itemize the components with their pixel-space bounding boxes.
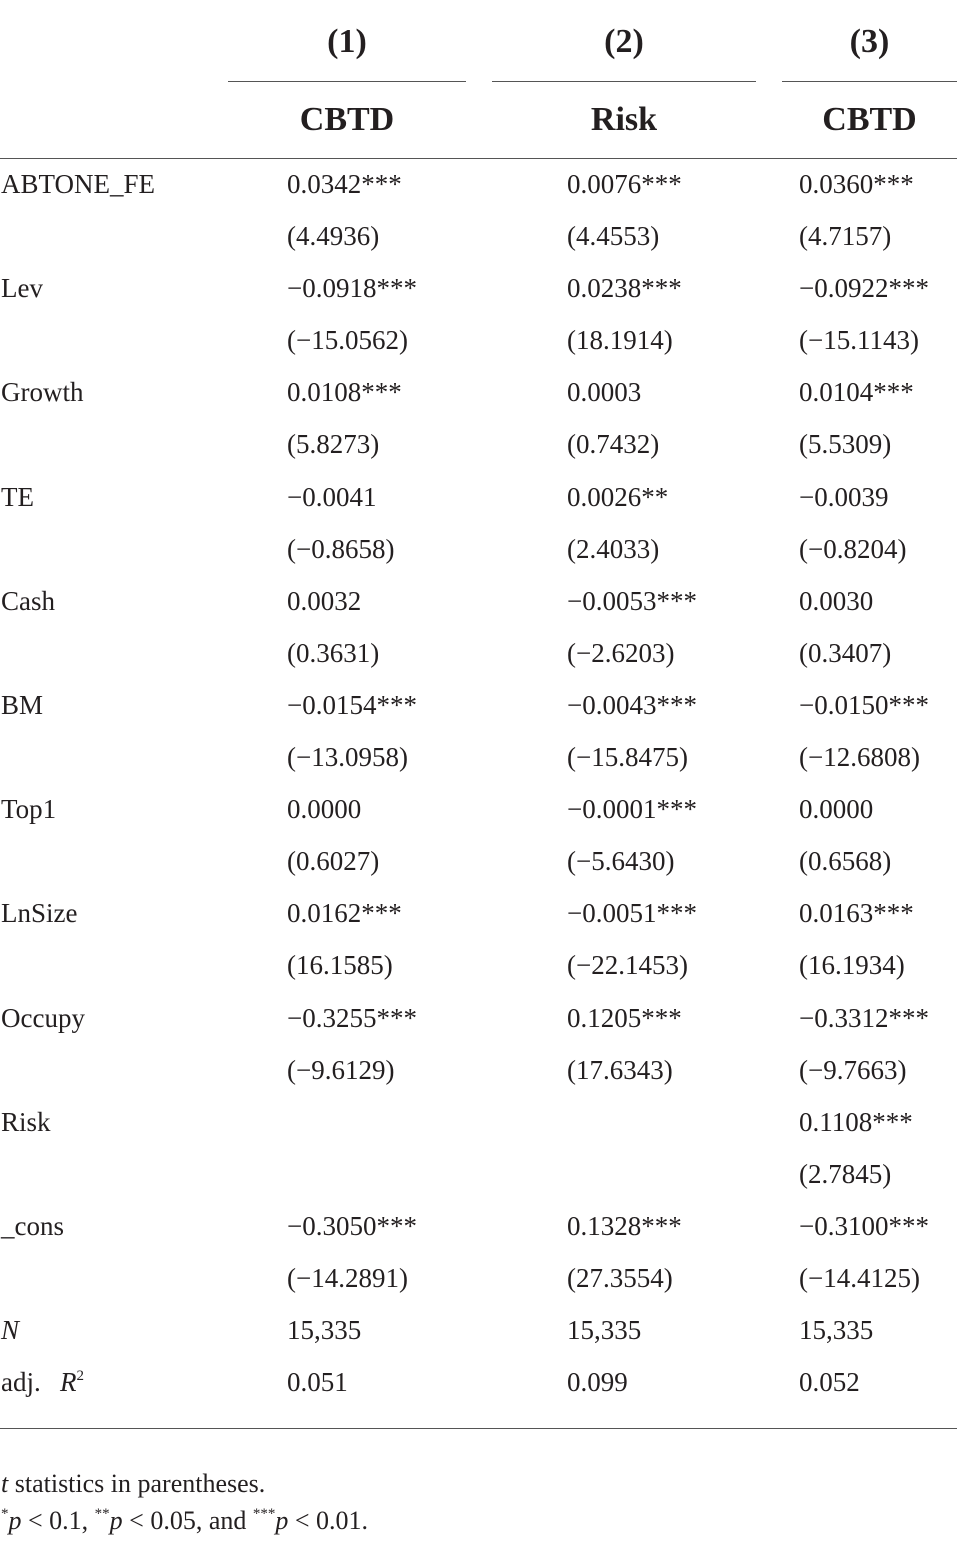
table-row	[0, 1304, 957, 1356]
table-note-t-statistics	[1, 1466, 265, 1502]
column-1-rule	[228, 81, 466, 82]
table-row	[0, 679, 957, 731]
cell-col-2: 0.0238***	[567, 273, 682, 304]
cell-col-3: 0.0360***	[799, 169, 914, 199]
cell-col-1: −0.0154***	[287, 689, 417, 720]
cell-col-3: 0.0000	[799, 794, 874, 825]
cell-col-1: (16.1585)	[287, 950, 393, 981]
table-note-significance	[1, 1503, 368, 1539]
cell-col-2: (4.4553)	[567, 221, 660, 252]
cell-col-1: (−15.0562)	[287, 325, 408, 356]
cell-col-1: 15,335	[287, 1315, 362, 1346]
table-row-tstat	[0, 314, 957, 366]
table-row	[0, 1356, 957, 1408]
table-row	[0, 366, 957, 418]
cell-col-2: (18.1914)	[567, 325, 673, 356]
column-2-rule	[492, 81, 756, 82]
cell-col-3: (−9.7663)	[799, 1054, 907, 1085]
table-row	[0, 575, 957, 627]
note-t-symbol: t	[1, 1469, 9, 1498]
note-p-symbol: p	[275, 1506, 289, 1535]
table-row	[0, 471, 957, 523]
column-variable-3: CBTD	[822, 101, 917, 138]
cell-col-3: −0.0922***	[799, 273, 929, 304]
column-variable-1: CBTD	[299, 101, 395, 138]
cell-col-1: −0.3050***	[287, 1210, 417, 1241]
cell-col-2: (−5.6430)	[567, 846, 675, 877]
cell-col-1: 0.0162***	[287, 898, 402, 929]
row-label: N	[1, 1315, 20, 1346]
note-p-symbol: p	[109, 1506, 123, 1535]
cell-col-1: 0.0000	[287, 794, 362, 825]
cell-col-2: −0.0051***	[567, 898, 697, 929]
row-label: Top1	[1, 794, 57, 825]
row-label: Growth	[1, 377, 84, 408]
note-star: *	[1, 1506, 9, 1522]
column-number-1: (1)	[327, 23, 367, 60]
cell-col-3: 0.1108***	[799, 1106, 913, 1137]
table-row	[0, 783, 957, 835]
note-text: < 0.01.	[288, 1506, 369, 1535]
cell-col-3: −0.0039	[799, 481, 889, 512]
cell-col-3: (2.7845)	[799, 1158, 892, 1189]
row-label: ABTONE_FE	[1, 169, 156, 199]
cell-col-3: (−14.4125)	[799, 1262, 920, 1293]
note-t-text: statistics in parentheses.	[8, 1469, 266, 1498]
cell-col-2: (27.3554)	[567, 1262, 673, 1293]
cell-col-2: 0.0003	[567, 377, 642, 408]
cell-col-1: −0.3255***	[287, 1002, 417, 1033]
cell-col-3: (0.3407)	[799, 637, 892, 668]
cell-col-3: 0.0163***	[799, 898, 914, 929]
row-label: adj.	[1, 1367, 41, 1398]
cell-col-1: (0.6027)	[287, 846, 380, 877]
column-number-3: (3)	[849, 23, 890, 60]
row-label: BM	[1, 689, 44, 720]
cell-col-2: −0.0001***	[567, 794, 697, 825]
cell-col-1: (−14.2891)	[287, 1262, 408, 1293]
note-star: ***	[252, 1506, 276, 1522]
table-row-tstat	[0, 210, 957, 262]
cell-col-3: −0.3312***	[799, 1002, 929, 1033]
cell-col-2: 0.0076***	[567, 169, 682, 199]
cell-col-3: (16.1934)	[799, 950, 905, 981]
row-label: TE	[1, 481, 34, 512]
cell-col-2: −0.0043***	[567, 689, 697, 720]
cell-col-3: 0.052	[799, 1367, 860, 1398]
cell-col-1: (−13.0958)	[287, 742, 408, 773]
cell-col-3: (0.6568)	[799, 846, 892, 877]
note-text: < 0.05, and	[122, 1506, 253, 1535]
r-squared-symbol: R	[60, 1367, 77, 1398]
cell-col-1: 0.0108***	[287, 377, 402, 408]
cell-col-1: (0.3631)	[287, 637, 380, 668]
table-row-tstat	[0, 1148, 957, 1200]
cell-col-2: 15,335	[567, 1315, 642, 1346]
cell-col-1: 0.0342***	[287, 169, 402, 199]
table-body	[0, 158, 957, 1408]
cell-col-1: 0.051	[287, 1367, 348, 1398]
table-row	[0, 992, 957, 1044]
cell-col-2: −0.0053***	[567, 585, 697, 616]
r-squared-label	[60, 1356, 84, 1408]
cell-col-3: −0.3100***	[799, 1210, 929, 1241]
column-3-rule	[782, 81, 957, 82]
row-label: _cons	[1, 1210, 64, 1241]
cell-col-1: (−9.6129)	[287, 1054, 395, 1085]
table-row-tstat	[0, 731, 957, 783]
cell-col-2: 0.099	[567, 1367, 628, 1398]
row-label: LnSize	[1, 898, 78, 929]
row-label: Cash	[1, 585, 55, 616]
column-number-2: (2)	[604, 23, 644, 60]
cell-col-2: 0.1328***	[567, 1210, 682, 1241]
cell-col-1: 0.0032	[287, 585, 362, 616]
table-row	[0, 1096, 957, 1148]
cell-col-1: (5.8273)	[287, 429, 380, 460]
note-p-symbol: p	[8, 1506, 22, 1535]
table-row-tstat	[0, 523, 957, 575]
row-label: Lev	[1, 273, 43, 304]
table-bottom-rule	[0, 1428, 957, 1429]
cell-col-2: (17.6343)	[567, 1054, 673, 1085]
cell-col-3: 15,335	[799, 1315, 874, 1346]
note-star: **	[94, 1506, 110, 1522]
table-row	[0, 887, 957, 939]
cell-col-1: (4.4936)	[287, 221, 380, 252]
cell-col-2: (0.7432)	[567, 429, 660, 460]
note-text: < 0.1,	[21, 1506, 95, 1535]
cell-col-3: (−15.1143)	[799, 325, 919, 356]
column-variable-2: Risk	[590, 101, 658, 138]
table-row-tstat	[0, 835, 957, 887]
cell-col-3: 0.0030	[799, 585, 874, 616]
row-label: Occupy	[1, 1002, 85, 1033]
cell-col-3: −0.0150***	[799, 689, 929, 720]
table-row-tstat	[0, 1044, 957, 1096]
cell-col-3: (4.7157)	[799, 221, 892, 252]
r-squared-exponent: 2	[76, 1368, 84, 1385]
table-row	[0, 262, 957, 314]
cell-col-2: (−2.6203)	[567, 637, 675, 668]
table-row	[0, 1200, 957, 1252]
table-row-tstat	[0, 1252, 957, 1304]
cell-col-3: (5.5309)	[799, 429, 892, 460]
row-label: Risk	[1, 1106, 51, 1137]
cell-col-3: (−12.6808)	[799, 742, 920, 773]
table-row	[0, 158, 957, 210]
cell-col-3: (−0.8204)	[799, 533, 907, 564]
table-row-tstat	[0, 939, 957, 991]
cell-col-2: (−15.8475)	[567, 742, 688, 773]
cell-col-2: (2.4033)	[567, 533, 660, 564]
table-row-tstat	[0, 627, 957, 679]
cell-col-1: −0.0041	[287, 481, 377, 512]
cell-col-1: −0.0918***	[287, 273, 417, 304]
cell-col-1: (−0.8658)	[287, 533, 395, 564]
cell-col-3: 0.0104***	[799, 377, 914, 408]
cell-col-2: (−22.1453)	[567, 950, 688, 981]
cell-col-2: 0.0026**	[567, 481, 669, 512]
cell-col-2: 0.1205***	[567, 1002, 682, 1033]
table-row-tstat	[0, 418, 957, 470]
